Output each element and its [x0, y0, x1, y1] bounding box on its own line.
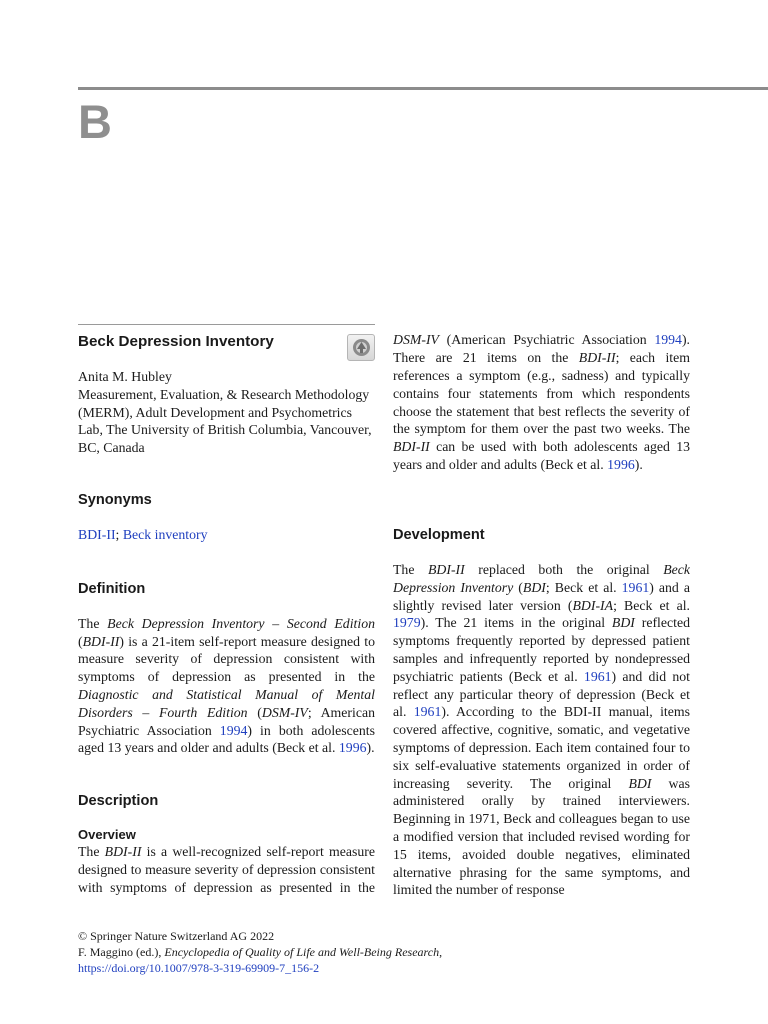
overview-subheading: Overview — [78, 827, 136, 843]
description-heading: Description — [78, 793, 159, 810]
development-heading: Development — [393, 527, 485, 543]
author-affiliation: Measurement, Evaluation, & Research Methodology (MERM), Adult Development and Psychometrics Lab, The University of British Columbia, Vancouver, BC, Canada — [78, 386, 372, 456]
left-column — [78, 324, 375, 897]
citation-link[interactable]: 1961 — [621, 579, 650, 595]
definition-paragraph: The Beck Depression Inventory – Second Edition (BDI-II) is a 21-item self-report measure designed to measure severity of depression consistent with symptoms of depression as presented in the Diagnostic and Statistical Manual of Mental Disorders – Fourth Edition (DSM-IV; American Psychiatric Association 1994) in both adolescents aged 13 years and older and adults (Beck et al. 1996). — [78, 615, 375, 756]
article-title: Beck Depression Inventory — [78, 333, 274, 350]
definition-heading: Definition — [78, 580, 146, 597]
synonym-link-beck-inventory[interactable]: Beck inventory — [122, 526, 208, 542]
citation-link[interactable]: 1961 — [583, 668, 612, 684]
title-rule — [78, 324, 375, 325]
synonym-link-bdi-ii[interactable]: BDI-II — [78, 526, 116, 542]
page-footer — [78, 929, 678, 976]
citation-link[interactable]: 1996 — [338, 740, 367, 756]
author-block — [78, 368, 375, 457]
synonym-separator: ; — [115, 526, 123, 542]
synonyms-list — [78, 526, 375, 544]
development-paragraph: The BDI-II replaced both the original Beck Depression Inventory (BDI; Beck et al. 1961) and a slightly revised later version (BDI-IA; Beck et al. 1979). The 21 items in the original BDI reflected symptoms frequently reported by depressed patient samples and infrequently reported by nondepressed psychiatric patients (Beck et al. 1961) and did not reflect any particular theory of depression (Beck et al. 1961). According to the BDI-II manual, items covered affective, cognitive, somatic, and vegetative symptoms of depression. Each item contained four to six self-evaluative statements organized in order of increasing severity. The original BDI was administered orally by trained interviewers. Beginning in 1971, Beck and colleagues began to use a modified version that included revised wording for 15 items, avoided double negatives, eliminated alternative phrasing for the same symptoms, and limited the number of response — [393, 562, 690, 898]
author-name: Anita M. Hubley — [78, 369, 172, 384]
citation-link[interactable]: 1994 — [654, 332, 682, 348]
synonyms-heading: Synonyms — [78, 491, 152, 508]
top-rule — [78, 87, 768, 90]
check-for-updates-icon[interactable] — [347, 334, 375, 361]
description-paragraph-part1: The BDI-II is a well-recognized self-report measure designed to measure severity of depression consistent with symptoms of depression as presented in the — [78, 844, 375, 895]
article-header — [78, 331, 375, 361]
copyright-line: © Springer Nature Switzerland AG 2022 — [78, 929, 275, 943]
description-paragraph-part2: DSM-IV (American Psychiatric Association 1994). There are 21 items on the BDI-II; each item references a symptom (e.g., sadness) and typically contains four statements from which respondents choose the statement that best reflects the severity of the symptom for them over the past two weeks. The BDI-II can be used with both adolescents aged 13 years and older and adults (Beck et al. 1996). — [393, 332, 690, 472]
doi-link[interactable]: https://doi.org/10.1007/978-3-319-69909-7_156-2 — [78, 960, 320, 975]
citation-link[interactable]: 1979 — [393, 615, 421, 631]
book-title: Encyclopedia of Quality of Life and Well-Being Research — [164, 944, 440, 959]
citation-line: F. Maggino (ed.), Encyclopedia of Quality of Life and Well-Being Research, — [78, 944, 443, 959]
citation-link[interactable]: 1961 — [413, 704, 442, 720]
chapter-letter: B — [78, 95, 112, 148]
citation-link[interactable]: 1996 — [607, 456, 635, 472]
citation-link[interactable]: 1994 — [219, 722, 248, 738]
right-column — [393, 332, 690, 917]
